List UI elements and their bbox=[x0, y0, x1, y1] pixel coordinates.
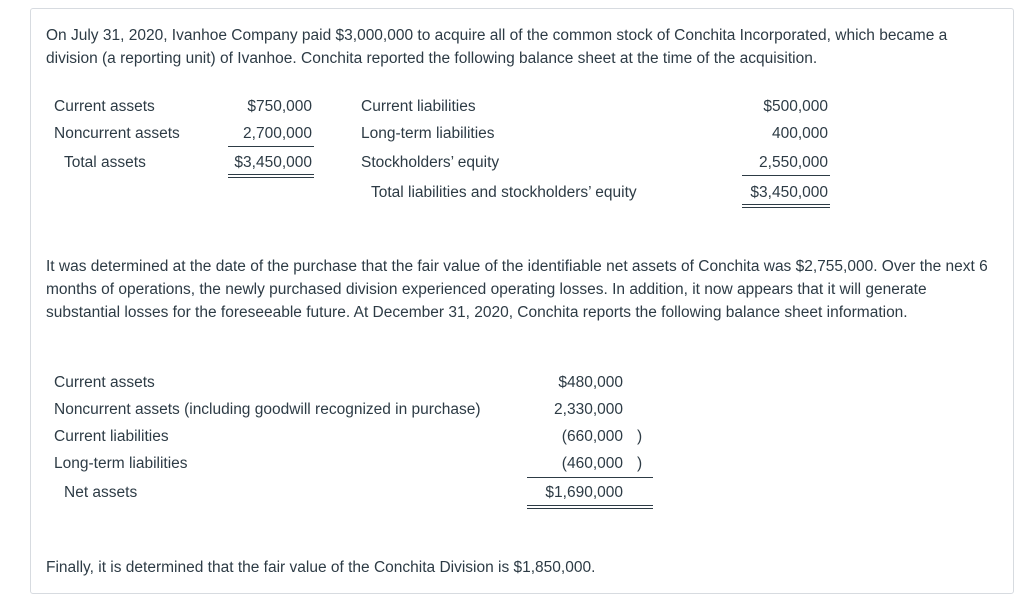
asset-value-noncurrent: 2,700,000 bbox=[243, 125, 312, 142]
intro-paragraph: On July 31, 2020, Ivanhoe Company paid $3,000,000 to acquire all of the common stock of Conchita Incorporated, which became a division (a reporting unit) of Ivanhoe. Conchita reported the following balance sheet at the time of the acquisition. bbox=[46, 27, 948, 67]
dec-double-underline bbox=[527, 505, 653, 509]
asset-value-current: $750,000 bbox=[247, 98, 312, 115]
dec-label-net-assets: Net assets bbox=[64, 484, 138, 501]
liability-label-longterm: Long-term liabilities bbox=[361, 125, 495, 142]
asset-double-underline bbox=[228, 174, 314, 178]
asset-label-current: Current assets bbox=[54, 98, 155, 115]
dec-paren-longterm-liabilities: ) bbox=[637, 455, 643, 472]
liability-value-longterm: 400,000 bbox=[771, 125, 828, 142]
liability-value-current: $500,000 bbox=[763, 98, 828, 115]
equity-value: 2,550,000 bbox=[759, 154, 828, 171]
dec-value-current-liabilities: (660,000 bbox=[561, 428, 623, 445]
asset-label-total: Total assets bbox=[64, 154, 146, 171]
dec-label-noncurrent-assets: Noncurrent assets (including goodwill recognized in purchase) bbox=[54, 401, 481, 418]
dec-value-noncurrent-assets: 2,330,000 bbox=[554, 401, 623, 418]
total-liabilities-equity-value: $3,450,000 bbox=[750, 184, 828, 201]
dec-label-current-liabilities: Current liabilities bbox=[54, 428, 169, 445]
dec-underline bbox=[527, 477, 653, 478]
liability-label-current: Current liabilities bbox=[361, 98, 476, 115]
asset-underline bbox=[228, 146, 314, 147]
equity-label: Stockholders’ equity bbox=[361, 154, 500, 171]
liability-double-underline bbox=[742, 204, 830, 208]
dec-value-current-assets: $480,000 bbox=[558, 374, 623, 391]
dec-value-net-assets: $1,690,000 bbox=[545, 484, 623, 501]
dec-paren-current-liabilities: ) bbox=[637, 428, 643, 445]
dec-value-longterm-liabilities: (460,000 bbox=[561, 455, 623, 472]
total-liabilities-equity-label: Total liabilities and stockholders’ equity bbox=[371, 184, 637, 201]
dec-label-current-assets: Current assets bbox=[54, 374, 155, 391]
asset-label-noncurrent: Noncurrent assets bbox=[54, 125, 180, 142]
final-paragraph: Finally, it is determined that the fair value of the Conchita Division is $1,850,000. bbox=[46, 559, 596, 576]
asset-value-total: $3,450,000 bbox=[234, 154, 312, 171]
middle-paragraph: It was determined at the date of the purchase that the fair value of the identifiable net assets of Conchita was $2,755,000. Over the next 6 months of operations, the newly purchased division experienced operating losses. In addition, it now appears that it will generate substantial losses for the foreseeable future. At December 31, 2020, Conchita reports the following balance sheet information. bbox=[46, 258, 988, 321]
liability-underline bbox=[742, 175, 830, 176]
dec-label-longterm-liabilities: Long-term liabilities bbox=[54, 455, 188, 472]
